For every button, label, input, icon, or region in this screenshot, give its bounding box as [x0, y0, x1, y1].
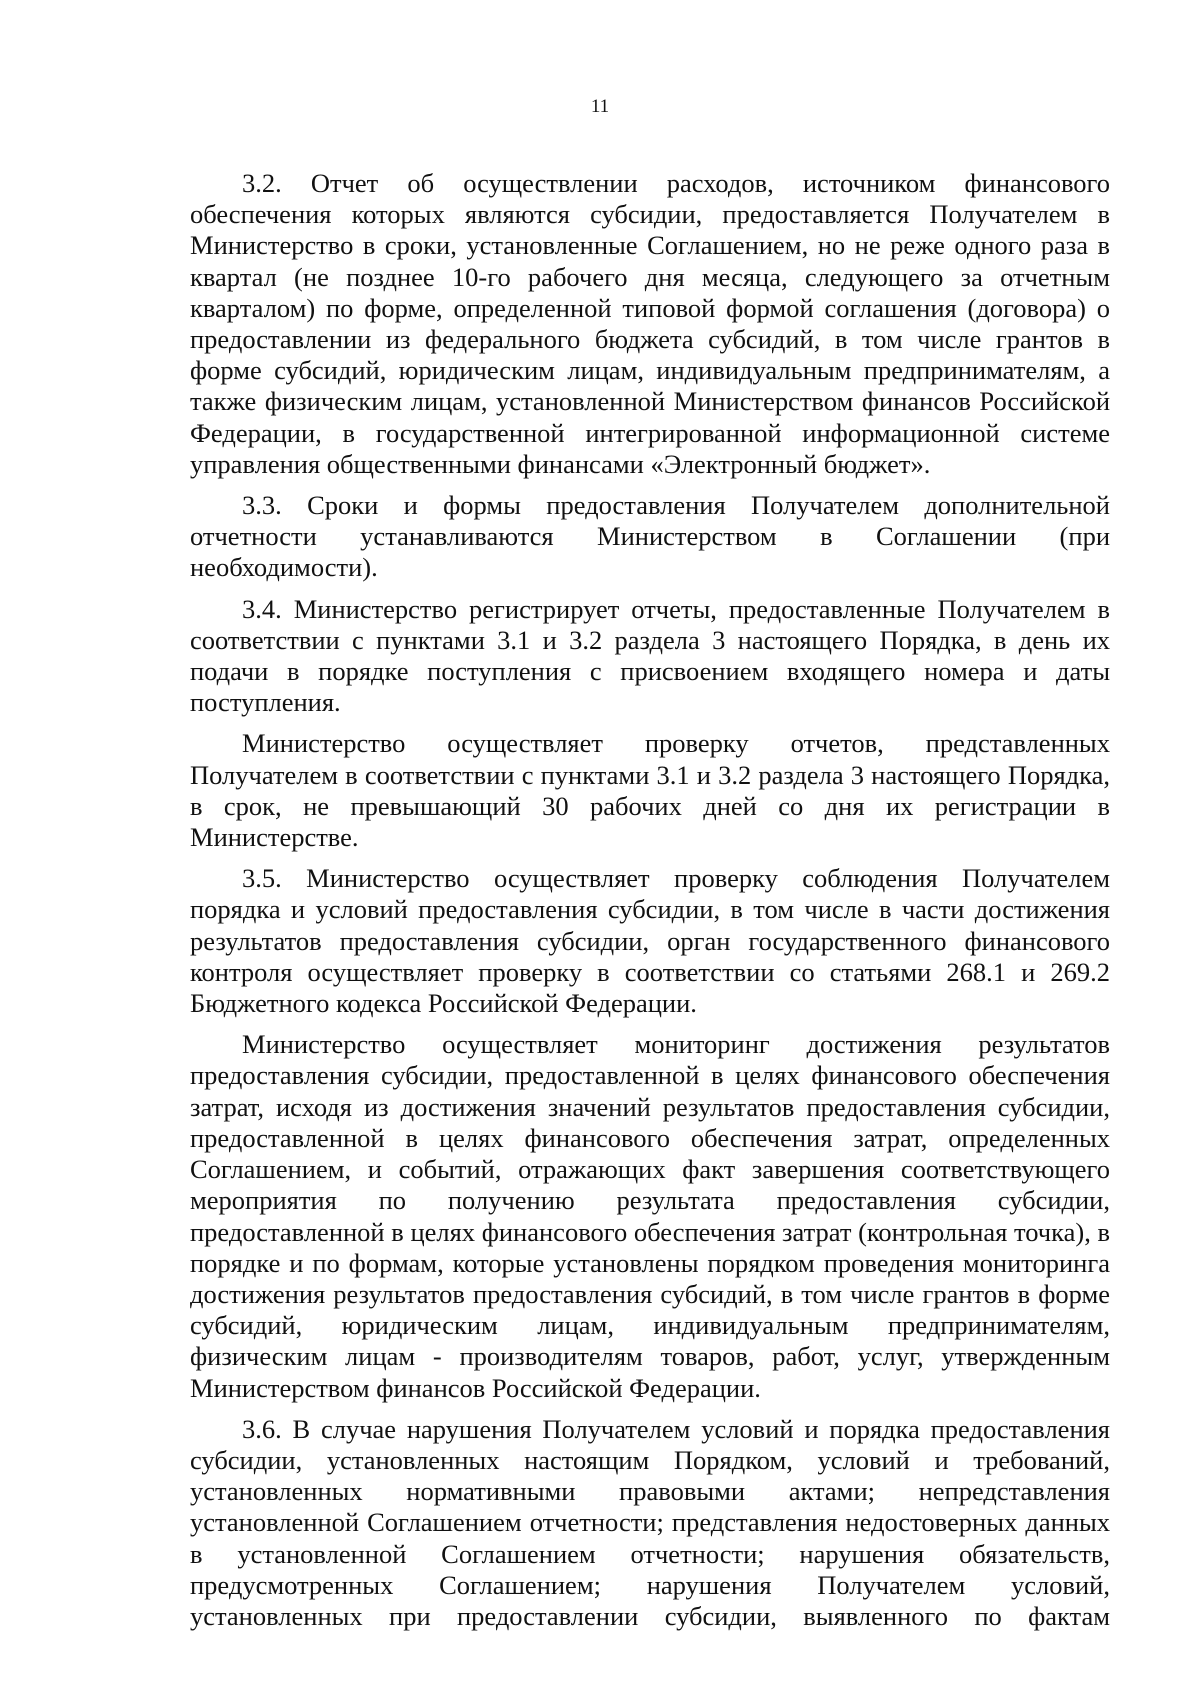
page-number: 11 [590, 96, 610, 117]
paragraph-3-5: 3.5. Министерство осуществляет проверку соблюдения Получателем порядка и условий предоставления субсидии, в том числе в части достижения результатов предоставления субсидии, орган государственного финансового контроля осуществляет проверку в соответствии со статьями 268.1 и 269.2 Бюджетного кодекса Российской Федерации. [190, 863, 1110, 1019]
paragraph-3-6: 3.6. В случае нарушения Получателем условий и порядка предоставления субсидии, установленных настоящим Порядком, условий и требований, установленных нормативными правовыми актами; непредставления установленной Соглашением отчетности; представления недостоверных данных в установленной Соглашением отчетности; нарушения обязательств, предусмотренных Соглашением; нарушения Получателем условий, установленных при предоставлении субсидии, выявленного по фактам [190, 1413, 1110, 1631]
paragraph-3-2: 3.2. Отчет об осуществлении расходов, источником финансового обеспечения которых являются субсидии, предоставляется Получателем в Министерство в сроки, установленные Соглашением, но не реже одного раза в квартал (не позднее 10-го рабочего дня месяца, следующего за отчетным кварталом) по форме, определенной типовой формой соглашения (договора) о предоставлении из федерального бюджета субсидий, в том числе грантов в форме субсидий, юридическим лицам, индивидуальным предпринимателям, а также физическим лицам, установленной Министерством финансов Российской Федерации, в государственной интегрированной информационной системе управления общественными финансами «Электронный бюджет». [190, 168, 1110, 479]
paragraph-3-3: 3.3. Сроки и формы предоставления Получателем дополнительной отчетности устанавливаются Министерством в Соглашении (при необходимости). [190, 490, 1110, 583]
paragraph-3-4: 3.4. Министерство регистрирует отчеты, предоставленные Получателем в соответствии с пунктами 3.1 и 3.2 раздела 3 настоящего Порядка, в день их подачи в порядке поступления с присвоением входящего номера и даты поступления. [190, 593, 1110, 718]
paragraph-3-5-monitoring: Министерство осуществляет мониторинг достижения результатов предоставления субсидии, предоставленной в целях финансового обеспечения затрат, исходя из достижения значений результатов предоставления субсидии, предоставленной в целях финансового обеспечения затрат, определенных Соглашением, и событий, отражающих факт завершения соответствующего мероприятия по получению результата предоставления субсидии, предоставленной в целях финансового обеспечения затрат (контрольная точка), в порядке и по формам, которые установлены порядком проведения мониторинга достижения результатов предоставления субсидий, в том числе грантов в форме субсидий, юридическим лицам, индивидуальным предпринимателям, физическим лицам - производителям товаров, работ, услуг, утвержденным Министерством финансов Российской Федерации. [190, 1029, 1110, 1403]
document-body [190, 168, 1110, 1632]
paragraph-3-4-verification: Министерство осуществляет проверку отчетов, представленных Получателем в соответствии с пунктами 3.1 и 3.2 раздела 3 настоящего Порядка, в срок, не превышающий 30 рабочих дней со дня их регистрации в Министерстве. [190, 728, 1110, 853]
